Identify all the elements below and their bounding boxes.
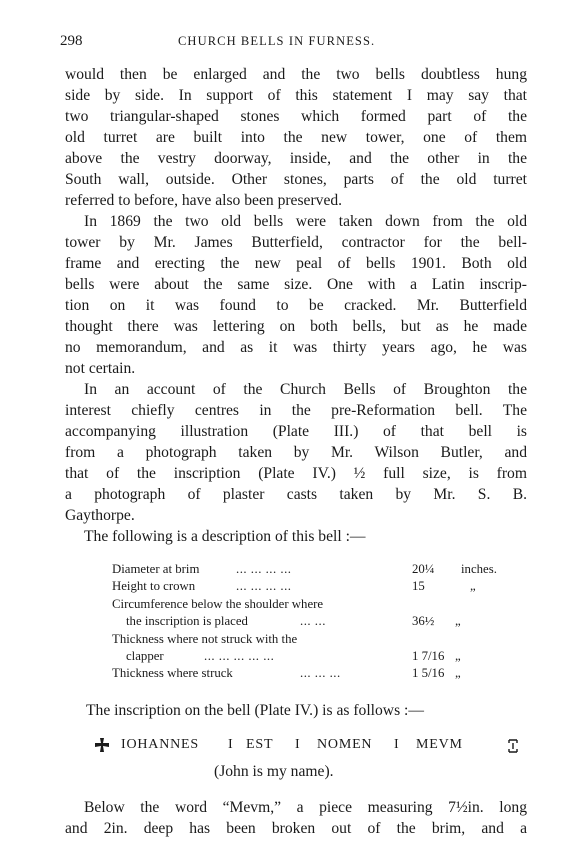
leader-dots: ... ... ... ... ... xyxy=(204,648,275,663)
inscription-translation: (John is my name). xyxy=(214,763,334,780)
measurement-row xyxy=(112,578,492,595)
text-line: from a photograph taken by Mr. Wilson Butler, and xyxy=(65,444,527,461)
paragraph-1 xyxy=(65,64,527,211)
cross-pattee-icon xyxy=(95,738,109,752)
text-line: In 1869 the two old bells were taken down from the old xyxy=(84,213,527,230)
text-line: two triangular-shaped stones which formed part of the xyxy=(65,108,527,125)
text-line: referred to before, have also been preserved. xyxy=(65,192,343,209)
measurement-label: the inscription is placed xyxy=(126,614,248,629)
measurement-label: Thickness where struck xyxy=(112,666,233,681)
measurement-unit: „ xyxy=(455,648,461,663)
text-line: a photograph of plaster casts taken by Mr. S. B. xyxy=(65,486,527,503)
measurements-table xyxy=(112,561,497,683)
inscription-word: EST xyxy=(246,737,274,752)
measurement-unit: „ xyxy=(455,666,461,681)
text-line: and 2in. deep has been broken out of the brim, and a xyxy=(65,820,527,837)
body-text xyxy=(65,64,527,547)
text-line: The following is a description of this bell :— xyxy=(84,528,366,545)
measurement-row xyxy=(112,613,492,630)
paragraph-final xyxy=(65,797,527,839)
text-line: no memorandum, and as it was thirty years ago, he was xyxy=(65,339,527,356)
text-line: not certain. xyxy=(65,360,136,377)
page-header xyxy=(60,33,525,51)
measurement-row xyxy=(112,596,492,613)
measurement-value: 1 5/16 xyxy=(412,666,445,681)
inscription-word: NOMEN xyxy=(317,737,373,752)
text-line: above the vestry doorway, inside, and the other in the xyxy=(65,150,527,167)
paragraph-3 xyxy=(65,379,527,526)
text-line: would then be enlarged and the two bells doubtless hung xyxy=(65,66,527,83)
measurement-label: Diameter at brim xyxy=(112,562,200,576)
description-intro xyxy=(65,526,527,547)
text-line: tower by Mr. James Butterfield, contractor for the bell- xyxy=(65,234,527,251)
text-line: bells were about the same size. One with a Latin inscrip- xyxy=(65,276,527,293)
measurement-unit: inches. xyxy=(461,562,497,576)
measurement-label: Circumference below the shoulder where xyxy=(112,596,324,611)
running-head: CHURCH BELLS IN FURNESS. xyxy=(178,34,376,48)
measurement-value: 1 7/16 xyxy=(412,648,445,663)
measurement-value: 20¼ xyxy=(412,562,435,576)
text-line: frame and erecting the new peal of bells 1901. Both old xyxy=(65,255,527,272)
page-number: 298 xyxy=(60,33,83,49)
measurement-row xyxy=(112,561,497,578)
text-line: that of the inscription (Plate IV.) ½ full size, is from xyxy=(65,465,527,482)
leader-dots: ... ... ... ... xyxy=(236,579,292,594)
stop-mark-icon xyxy=(508,739,518,753)
leader-dots: ... ... ... ... xyxy=(236,562,292,576)
text-line: Gaythorpe. xyxy=(65,507,135,524)
measurement-value: 36½ xyxy=(412,614,435,629)
text-line: In an account of the Church Bells of Broughton the xyxy=(84,381,527,398)
text-line: old turret are built into the new tower, one of them xyxy=(65,129,527,146)
measurement-value: 15 xyxy=(412,579,425,594)
inscription-intro: The inscription on the bell (Plate IV.) is as follows :— xyxy=(86,702,424,719)
inscription-divider: I xyxy=(228,737,234,752)
measurement-label: clapper xyxy=(126,648,164,663)
leader-dots: ... ... ... xyxy=(300,666,341,681)
measurement-unit: „ xyxy=(470,579,476,594)
measurement-row xyxy=(112,631,492,648)
inscription-word: IOHANNES xyxy=(121,737,199,752)
text-line: tion on it was found to be cracked. Mr. Butterfield xyxy=(65,297,527,314)
measurement-unit: „ xyxy=(455,614,461,629)
measurement-row xyxy=(112,648,492,665)
text-line: thought there was lettering on both bells, but as he made xyxy=(65,318,527,335)
text-line: side by side. In support of this statement I may say that xyxy=(65,87,527,104)
measurement-label: Height to crown xyxy=(112,579,196,594)
text-line: South wall, outside. Other stones, parts of the old turret xyxy=(65,171,527,188)
text-line: accompanying illustration (Plate III.) of that bell is xyxy=(65,423,527,440)
bell-inscription xyxy=(95,737,525,757)
inscription-divider: I xyxy=(295,737,301,752)
paragraph-2 xyxy=(65,211,527,379)
leader-dots: ... ... xyxy=(300,614,326,629)
text-line: interest chiefly centres in the pre-Reformation bell. The xyxy=(65,402,527,419)
inscription-divider: I xyxy=(394,737,400,752)
measurement-row xyxy=(112,665,492,682)
inscription-word: MEVM xyxy=(416,737,463,752)
text-line: Below the word “Mevm,” a piece measuring 7½in. long xyxy=(84,799,527,816)
measurement-label: Thickness where not struck with the xyxy=(112,631,298,646)
